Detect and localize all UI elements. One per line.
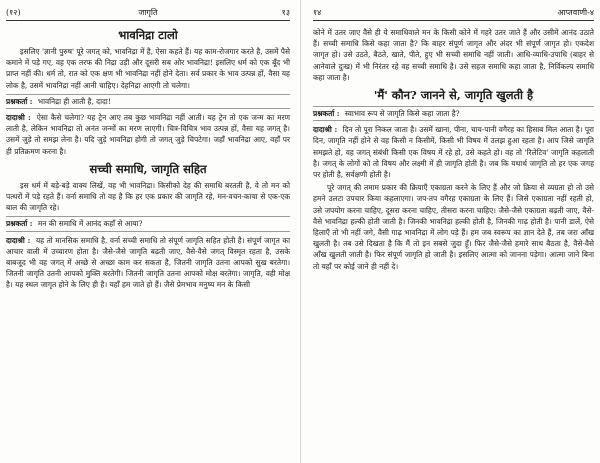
answer-text: ऐसा कैसे चलेगा? यह ट्रेन आए तब कुछ भावनिद्रा नहीं आती। यह ट्रेन तो एक जन्म का मरण लाती है, लेकिन भावनिद्रा तो अनंत जन्मों का मरण लाएगी। चित्र-विचित्र भाव उत्पन्न हों, वैसा यह जगत् है। उसमें जुड़े तो समझ लेना है। यदि जुड़े भावनिद्रा होगी तो जगत् जुड़े चिपटेगा। जहाँ भावनिद्रा आए, वहाँ पर ही प्रतिक्रमण करना है। bbox=[6, 113, 290, 156]
paragraph: इसलिए 'ज्ञानी पुरुष' पूरे जगत् को, भावनिद्रा में है, ऐसा कहते हैं। यह काम-रोजगार करते है, उसमें पैसे कमाने में पड़े गए, वह एक तरफ की निद्रा उड़ी और दूसरी सब ओर भावनिद्रा! इसलिए धर्म को एक बूँद भी प्राप्त नहीं की। धर्म तो, रात को एक क्षण भी भावनिद्रा नहीं होने देता। सर्व प्रकार के भाव उत्पन्न हों, वैसा यह लोक है, उसमें भावनिद्रा नहीं आनी चाहिए। देहनिद्रा आएगी तो चलेगा। bbox=[6, 47, 290, 90]
question bbox=[6, 94, 290, 109]
speaker-label: दादाश्री : bbox=[6, 113, 31, 123]
answer bbox=[313, 124, 594, 180]
section-heading: 'मैं' कौन? जानने से, जागृति खुलती है bbox=[373, 88, 534, 103]
answer-text: दिन तो पूरा निकल जाता है। उसमें खाना, पीना, चाय-पानी वगैरह का हिसाब मिल आता है। पूरा दिन, जागृति नहीं होने से वह किसी न किसीमें, किसी भी विषय में उलझ हुआ रहता है। आप जिसे जागृति समझते हो, वह जगत् संबंधी किसी एक विषय में रहे हो, उसे कहते हो। वह तो 'रिलेटिव' जागृति कहलाती है। जगत् के लोगों को तो विषय और लक्ष्मी में ही जागृति होती है। जब कि यथार्थ जागृति तो हर एक जगह पर होती है, सर्वक्षणी होती है। bbox=[313, 125, 594, 180]
speaker-label: दादाश्री : bbox=[6, 235, 31, 245]
answer bbox=[6, 235, 290, 291]
answer-text: यह तो मानसिक समाधि है, वर्ना सच्ची समाधि तो संपूर्ण जागृति सहित होती है। संपूर्ण जागृत का आचार वाली में उच्चारण होता है। जैसे-जैसे जागृति बढ़ती जाए, वैसे-वैसे जगत् विस्मृत रहता है, उसके बाबजूद भी वह जगत् में अच्छे से अच्छा काम कर सकता है, जितनी जागृति उतना आपको सुख बरतेगा। जितनी जागृति उतनी आपको मुक्ति बरतेगी। जितनी जागृति उतना आपको मोक्ष बरतेगा। जागृति, वही मोक्ष है। यह स्थल जागृत होने के लिए ही है। यहाँ हम जाते हो हैं। जैसे प्रेमभाव मनुष्य मन के किसी bbox=[6, 235, 290, 290]
right-page bbox=[300, 0, 600, 463]
question bbox=[313, 106, 594, 121]
right-running-title: आप्तवाणी-४ bbox=[557, 8, 594, 17]
speaker-label: प्रश्नकर्ता : bbox=[313, 109, 340, 119]
right-running-head bbox=[313, 6, 594, 21]
paragraph: पूरे जगत् की तमाम प्रकार की क्रियाएँ एकाग्रता करने के लिए हैं और जो क्रिया से व्यग्रता हो तो उसे हमने उलटा उपचार किया कहलाएगा। जप-तप वगैरह एकाग्रता के लिए हैं। जिसे एकाग्रता नहीं रहती हो, उसे जपयोग करना चाहिए, दूसरा करना चाहिए, तीसरा करना चाहिए। जैसे-जैसे एकाग्रता बढ़ती जाए, वैसे-वैसे भावनिद्रा हल्की होती जाती है। जिनकी भावनिद्रा हल्की होती है, जिनकी गाढ़ होती है। पानी डालें, ऐसे हिलाएँ तो भी नहीं जगे, वैसी गाढ़ भावनिद्रा में लोग पड़े हैं। हम जब स्वरूप का ज्ञान देते हैं, तब जरा आँख खुलती है। तब उसे दिखता है कि मैं तो इन सबसे जुदा हूँ। फिर जैसे-जैसे हमारे साथ बैठता है, वैसे-वैसे आँख खुलती जाती है। फिर संपूर्ण जागृति हो जाती है। इसलिए आत्मा को जानना पड़ेगा। आत्मा जाने बिना तो यहाँ पर कोई जाने ही नहीं दे। bbox=[313, 183, 594, 271]
section-heading: भावनिद्रा टालो bbox=[118, 28, 178, 42]
speaker-label: दादाश्री : bbox=[313, 125, 338, 135]
right-page-number: १४ bbox=[313, 8, 322, 17]
left-running-title: जागृति bbox=[138, 8, 158, 17]
left-page-number: (१२) bbox=[6, 8, 21, 17]
answer bbox=[6, 112, 290, 157]
left-running-head bbox=[6, 6, 290, 21]
left-side-number: १३ bbox=[281, 8, 290, 17]
speaker-label: प्रश्नकर्ता : bbox=[6, 96, 33, 106]
question bbox=[6, 216, 290, 231]
paragraph: कोने में उतर जाए वैसे ही ये समाधिवाले मन के किसी कोने में गहरे उतर जाते हैं और उसीमें आनंद उठाते हैं। सच्ची समाधि किसे कहा जाता है? कि बाहर संपूर्ण जागृत और अंदर भी संपूर्ण जागृत हो। एकदेश जागृत हो। उसे उठते, बैठते, खाते, पीते, हुए भी सच्ची समाधि नहीं जाती। आधि-व्याधि-उपाधि (बाहर से आनेवाले दुःख) में भी निरंतर रहे वह सच्ची समाधि है। उसे सहज समाधि कहा जाता है, निर्विकल्प समाधि कहा जाता है। bbox=[313, 28, 594, 82]
paragraph: इस धर्म में बड़े-बड़े वाक्य लिखें, वह भी भावनिद्रा। किसीको देह की समाधि बरतती है, वे तो मन को पत्थरों में पड़े रहते हैं। वर्ना समाधि तो वह है कि हर एक प्रकार की जागृति रहे, मन-वचन-काया से एक-एक बाल की जागृति रहे। bbox=[6, 180, 290, 213]
section-heading: सच्ची समाधि, जागृति सहित bbox=[89, 161, 207, 176]
question-text: स्वाभाव रूप से जागृति किसे कहा जाता है? bbox=[344, 109, 460, 119]
question-text: मन की समाधि में आनंद कहाँ से आया? bbox=[37, 219, 143, 229]
question-text: भावनिद्रा ही आती है, दादा! bbox=[37, 96, 111, 106]
speaker-label: प्रश्नकर्ता : bbox=[6, 219, 33, 229]
